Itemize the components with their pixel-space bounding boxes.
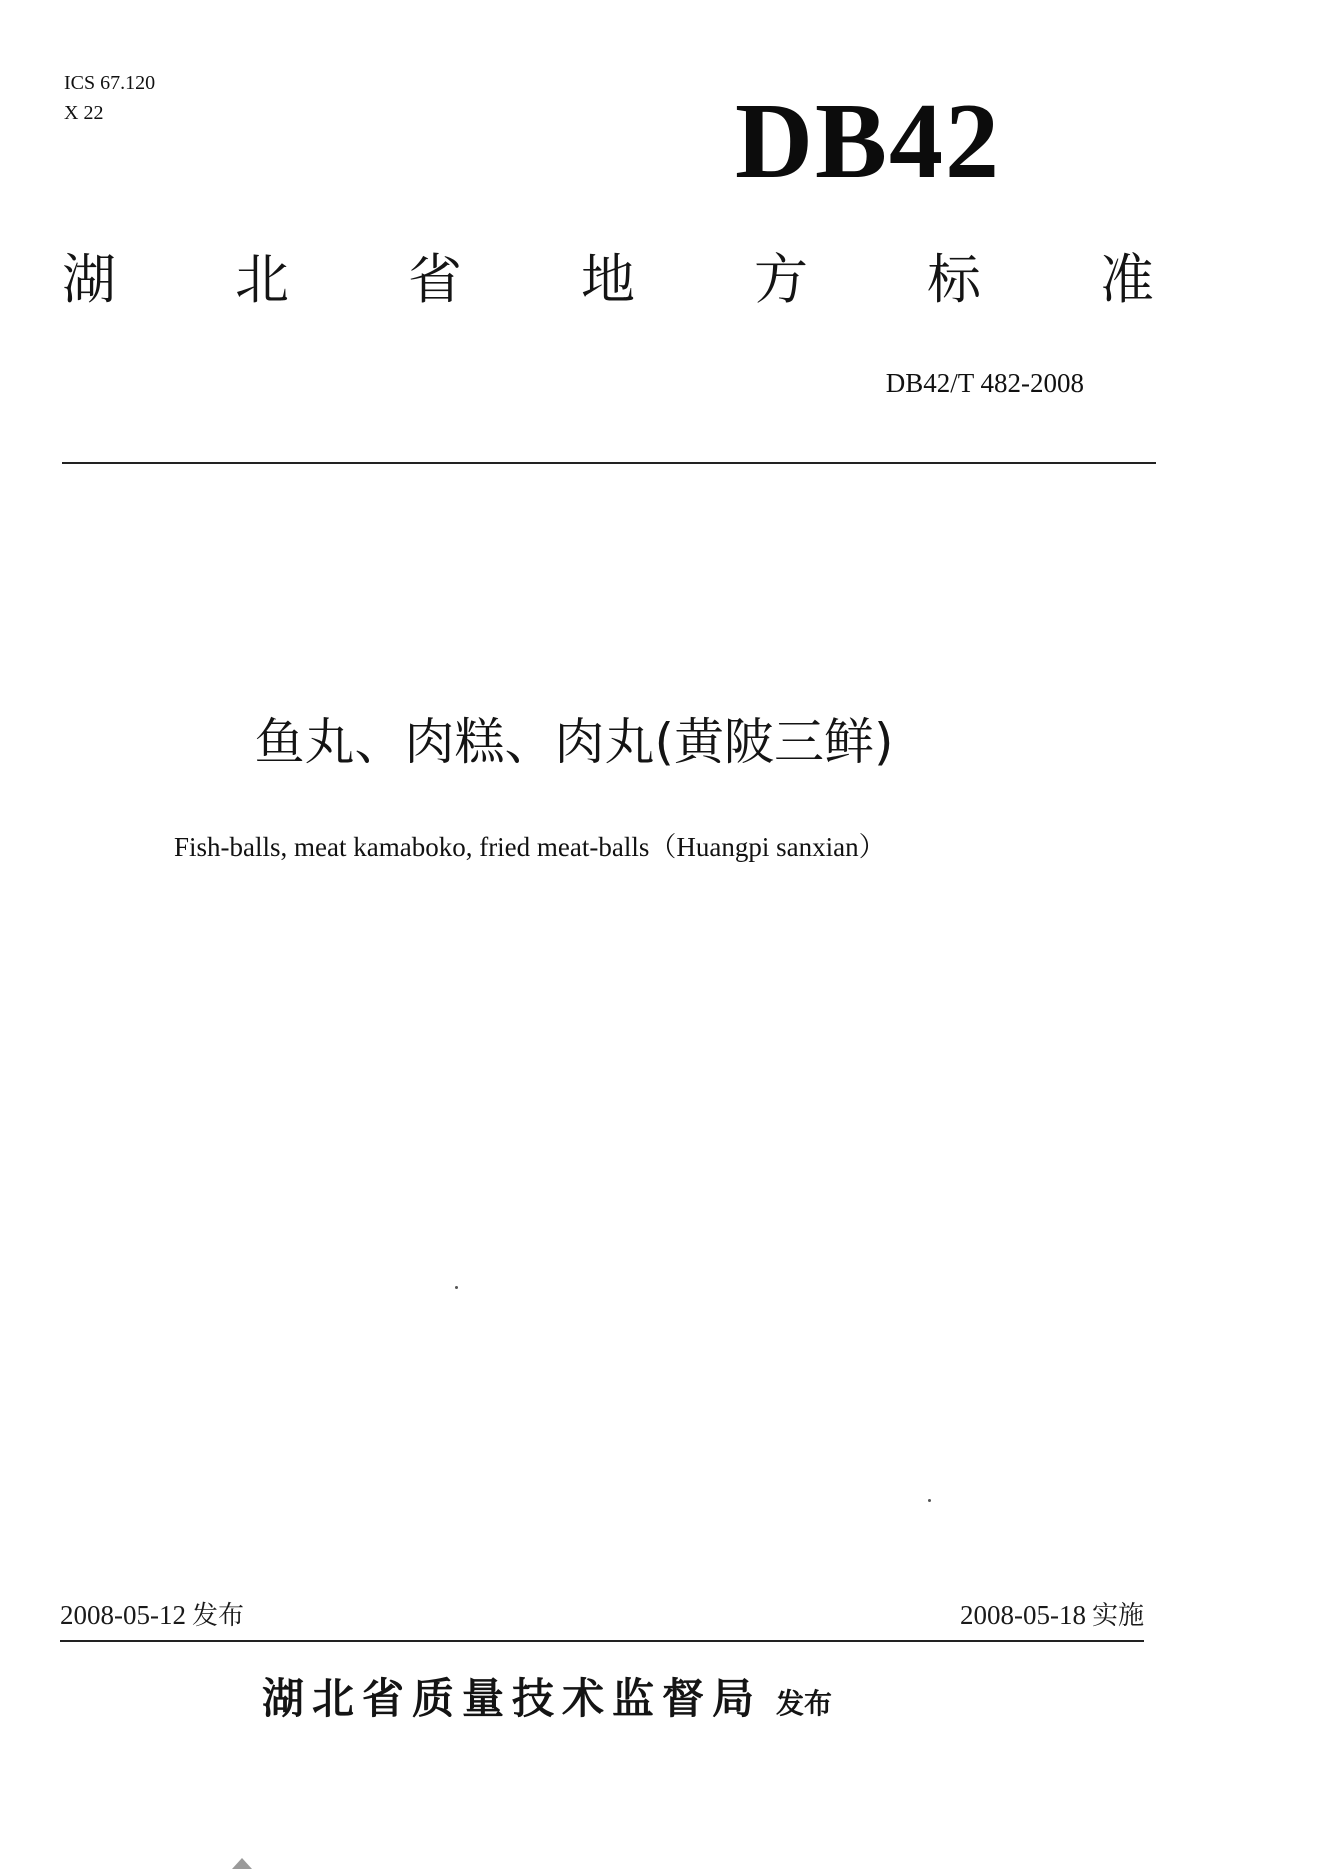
- standard-number: DB42/T 482-2008: [885, 368, 1084, 398]
- standard-type-char: 湖: [62, 248, 116, 311]
- scan-speck: [928, 1499, 931, 1502]
- implementation-label: 实施: [1091, 1601, 1144, 1631]
- scan-corner-mark: [232, 1858, 252, 1869]
- chinese-title: 鱼丸、肉糕、肉丸(黄陂三鲜): [254, 713, 894, 771]
- issue-label: 发布: [191, 1601, 244, 1631]
- scan-speck: [455, 1286, 458, 1289]
- ics-code: ICS 67.120: [64, 72, 156, 94]
- standard-type-heading: [62, 248, 1154, 312]
- bottom-divider: [60, 1640, 1144, 1642]
- classification-codes: [64, 68, 155, 128]
- classification-code: X 22: [64, 102, 104, 124]
- standard-type-char: 方: [754, 248, 808, 311]
- top-divider: [62, 462, 1156, 464]
- standard-type-char: 标: [927, 248, 981, 311]
- implementation-date: 2008-05-18: [960, 1600, 1086, 1630]
- issuer-action: 发布: [776, 1687, 833, 1720]
- implementation-date-line: [960, 1598, 1144, 1633]
- standard-type-char: 准: [1100, 248, 1154, 311]
- issue-date: 2008-05-12: [60, 1600, 186, 1630]
- standard-type-char: 北: [235, 248, 289, 311]
- issue-date-line: [60, 1598, 244, 1633]
- standard-type-char: 省: [408, 248, 462, 311]
- standard-mark: DB42: [735, 82, 1002, 201]
- english-title: Fish-balls, meat kamaboko, fried meat-balls（Huangpi sanxian）: [174, 832, 886, 862]
- issuing-organization: 湖北省质量技术监督局: [262, 1674, 763, 1723]
- standard-type-char: 地: [581, 248, 635, 311]
- issuer-line: [262, 1672, 832, 1731]
